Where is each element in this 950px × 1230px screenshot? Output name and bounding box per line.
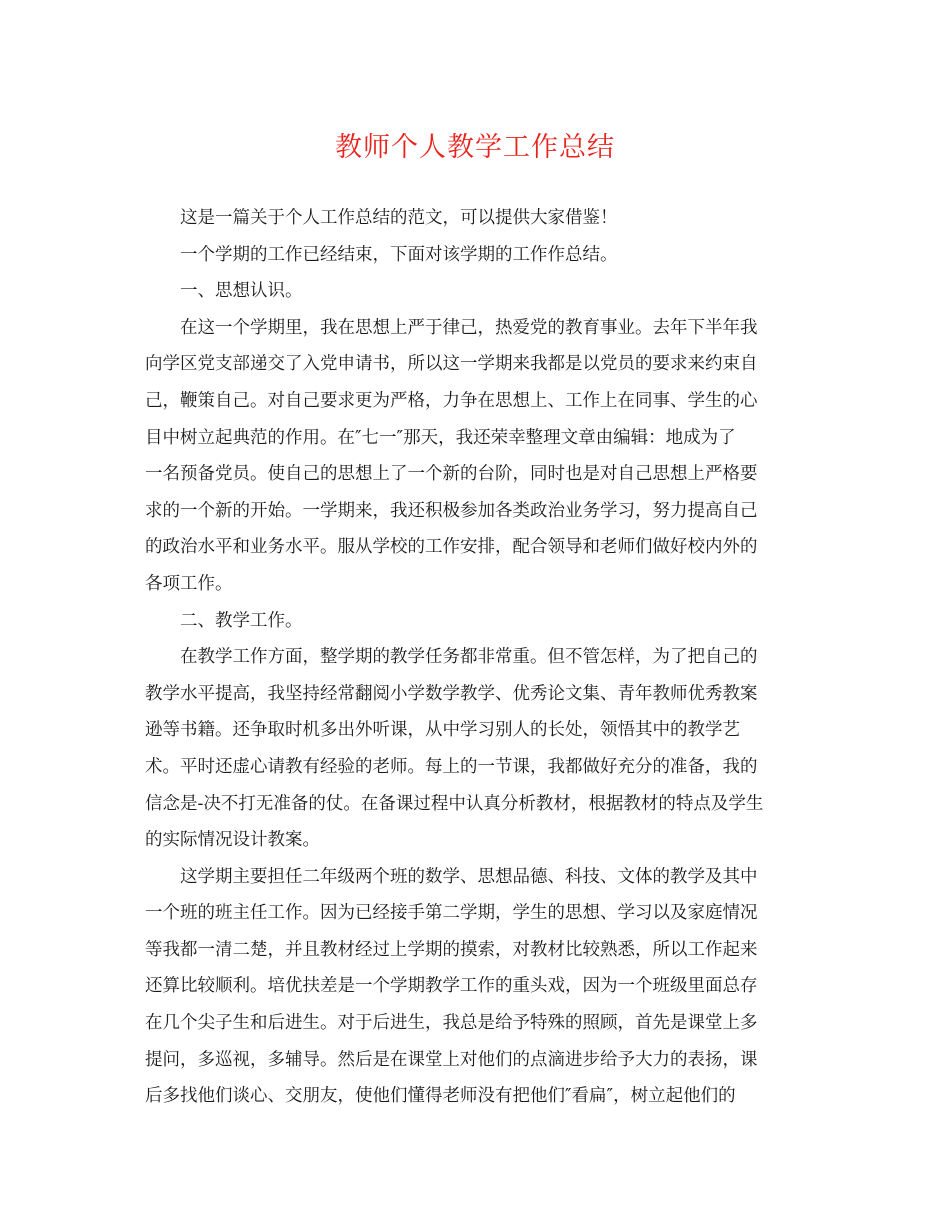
paragraph-line: 教学水平提高，我坚持经常翻阅小学数学教学、优秀论文集、青年教师优秀教案 — [145, 683, 758, 704]
paragraph-line: 提问，多巡视，多辅导。然后是在课堂上对他们的点滴进步给予大力的表扬，课 — [145, 1049, 758, 1070]
paragraph-line: 一个学期的工作已经结束，下面对该学期的工作作总结。 — [180, 244, 618, 265]
paragraph-line: 还算比较顺利。培优扶差是一个学期教学工作的重头戏，因为一个班级里面总存 — [145, 976, 758, 997]
paragraph-line: 目中树立起典范的作用。在″七一″那天，我还荣幸整理文章由编辑：地成为了 — [145, 427, 736, 448]
paragraph-line: 求的一个新的开始。一学期来，我还积极参加各类政治业务学习，努力提高自己 — [145, 500, 758, 521]
paragraph-line: 的政治水平和业务水平。服从学校的工作安排，配合领导和老师们做好校内外的 — [145, 537, 758, 558]
paragraph-line: 这学期主要担任二年级两个班的数学、思想品德、科技、文体的教学及其中 — [180, 866, 758, 887]
paragraph-line: 后多找他们谈心、交朋友，使他们懂得老师没有把他们″看扁″，树立起他们的 — [145, 1086, 736, 1107]
paragraph-line: 信念是-决不打无准备的仗。在备课过程中认真分析教材，根据教材的特点及学生 — [145, 793, 764, 814]
paragraph-line: 这是一篇关于个人工作总结的范文，可以提供大家借鉴！ — [180, 208, 618, 228]
paragraph-line: 在几个尖子生和后进生。对于后进生，我总是给予特殊的照顾，首先是课堂上多 — [145, 1013, 758, 1034]
document-body — [145, 200, 805, 1115]
paragraph-line: 一名预备党员。使自己的思想上了一个新的台阶，同时也是对自己思想上严格要 — [145, 464, 758, 485]
paragraph-line: 术。平时还虚心请教有经验的老师。每上的一节课，我都做好充分的准备，我的 — [145, 756, 758, 777]
section-heading: 二、教学工作。 — [180, 610, 303, 631]
paragraph-line: 向学区党支部递交了入党申请书，所以这一学期来我都是以党员的要求来约束自 — [145, 354, 758, 375]
paragraph-line: 等我都一清二楚，并且教材经过上学期的摸索，对教材比较熟悉，所以工作起来 — [145, 939, 758, 960]
document-title: 教师个人教学工作总结 — [335, 132, 615, 163]
paragraph-line: 各项工作。 — [145, 573, 233, 594]
paragraph-line: 逊等书籍。还争取时机多出外听课，从中学习别人的长处，领悟其中的教学艺 — [145, 720, 740, 741]
paragraph-line: 己，鞭策自己。对自己要求更为严格，力争在思想上、工作上在同事、学生的心 — [145, 390, 758, 411]
section-heading: 一、思想认识。 — [180, 281, 303, 302]
paragraph-line: 在这一个学期里，我在思想上严于律己，热爱党的教育事业。去年下半年我 — [180, 317, 758, 338]
paragraph-line: 在教学工作方面，整学期的教学任务都非常重。但不管怎样，为了把自己的 — [180, 647, 758, 668]
paragraph-line: 的实际情况设计教案。 — [145, 830, 320, 851]
paragraph-line: 一个班的班主任工作。因为已经接手第二学期，学生的思想、学习以及家庭情况 — [145, 903, 758, 924]
